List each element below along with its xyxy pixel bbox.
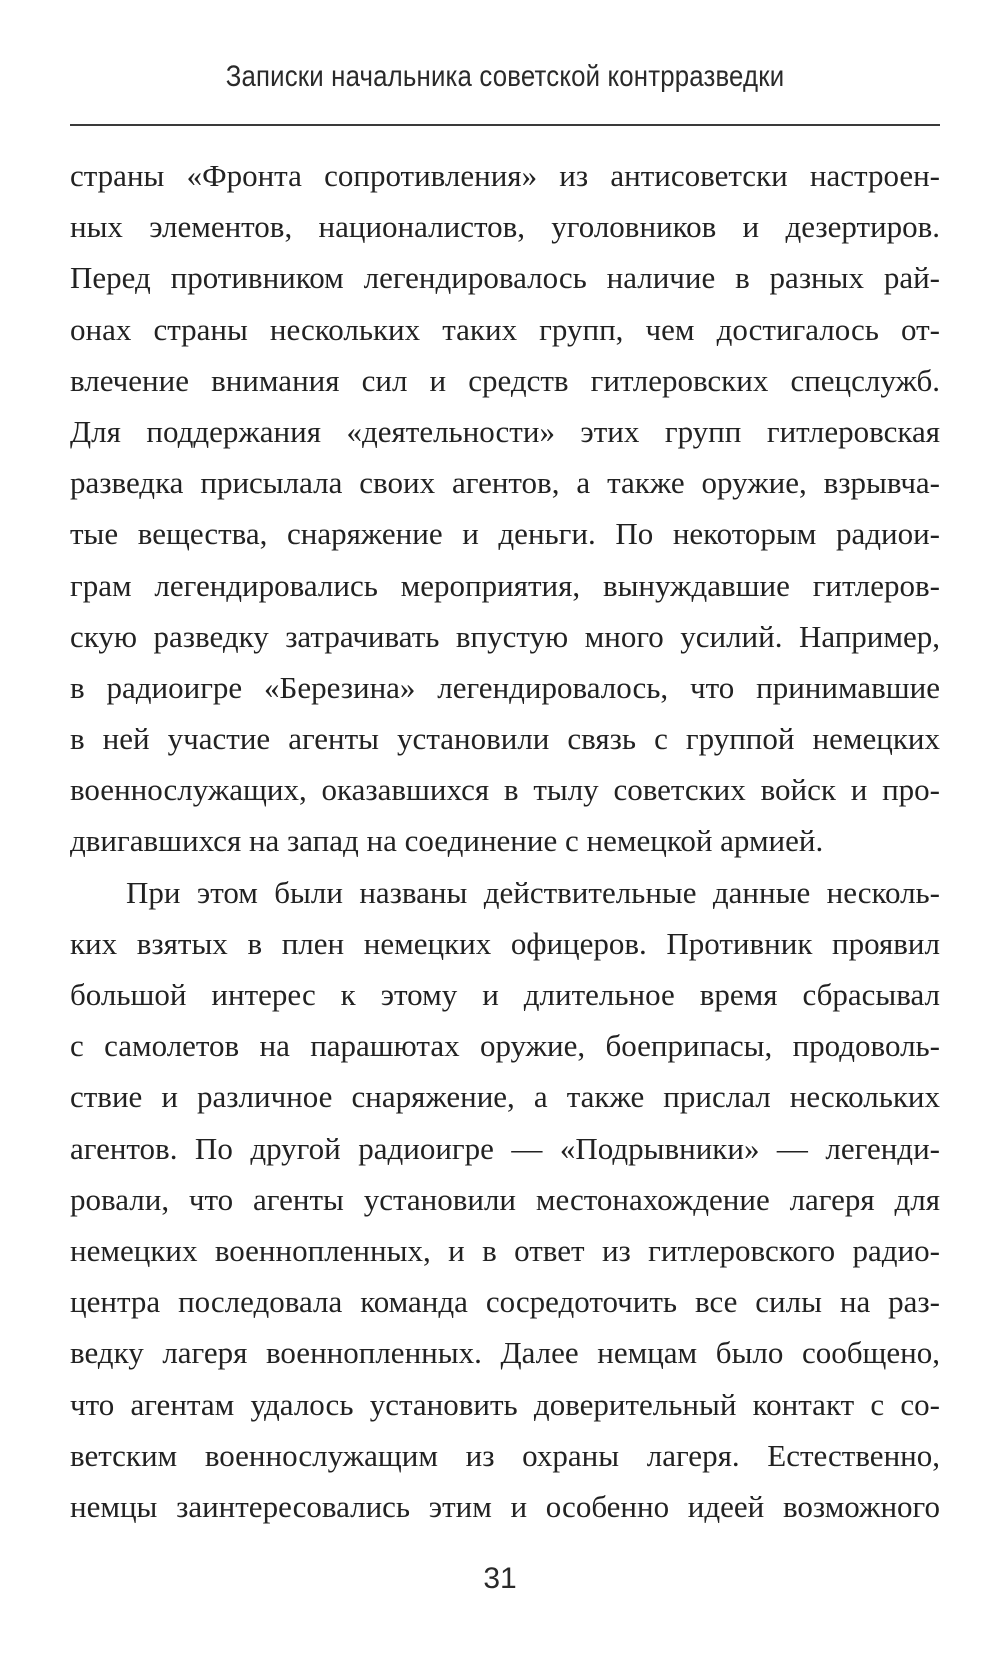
text-line: страны «Фронта сопротивления» из антисоветски настроен-	[70, 158, 940, 193]
running-header: Записки начальника советской контрразведки	[225, 60, 785, 93]
text-line: тые вещества, снаряжение и деньги. По некоторым радиои-	[70, 516, 940, 552]
text-line: разведка присылала своих агентов, а также оружие, взрывча-	[70, 465, 940, 501]
text-line: в ней участие агенты установили связь с группой немецких	[70, 721, 940, 757]
text-line: с самолетов на парашютах оружие, боеприпасы, продоволь-	[70, 1028, 940, 1064]
text-line: военнослужащих, оказавшихся в тылу советских войск и про-	[70, 772, 940, 808]
header-rule	[70, 124, 940, 126]
text-line: ствие и различное снаряжение, а также прислал нескольких	[70, 1079, 940, 1115]
text-line: ких взятых в плен немецких офицеров. Противник проявил	[70, 925, 940, 961]
text-line: онах страны нескольких таких групп, чем достигалось от-	[70, 311, 940, 347]
paragraph	[70, 150, 940, 867]
text-line: грам легендировались мероприятия, вынуждавшие гитлеров-	[70, 567, 940, 603]
text-line: ровали, что агенты установили местонахождение лагеря для	[70, 1181, 940, 1217]
text-line: двигавшихся на запад на соединение с немецкой армией.	[70, 823, 824, 859]
paragraph	[70, 867, 940, 1532]
text-line: немцы заинтересовались этим и особенно идеей возможного	[70, 1488, 940, 1524]
text-line: ветским военнослужащим из охраны лагеря. Естественно,	[70, 1437, 940, 1473]
text-line: влечение внимания сил и средств гитлеровских спецслужб.	[70, 362, 940, 398]
text-line: скую разведку затрачивать впустую много усилий. Например,	[70, 618, 940, 654]
text-line: ведку лагеря военнопленных. Далее немцам было сообщено,	[70, 1335, 940, 1371]
text-line: агентов. По другой радиоигре — «Подрывники» — легенди-	[70, 1130, 940, 1166]
text-line: Перед противником легендировалось наличие в разных рай-	[70, 260, 940, 296]
text-line: ных элементов, националистов, уголовников и дезертиров.	[70, 209, 940, 245]
text-line: что агентам удалось установить доверительный контакт с со-	[70, 1386, 940, 1422]
text-line: немецких военнопленных, и в ответ из гитлеровского радио-	[70, 1232, 940, 1268]
text-line: центра последовала команда сосредоточить все силы на раз-	[70, 1284, 940, 1320]
text-line: При этом были названы действительные данные несколь-	[126, 874, 940, 910]
body-text	[70, 150, 940, 1532]
page-number: 31	[483, 1562, 517, 1595]
text-line: в радиоигре «Березина» легендировалось, что принимавшие	[70, 669, 940, 705]
text-line: большой интерес к этому и длительное время сбрасывал	[70, 977, 940, 1012]
text-line: Для поддержания «деятельности» этих групп гитлеровская	[70, 413, 940, 449]
